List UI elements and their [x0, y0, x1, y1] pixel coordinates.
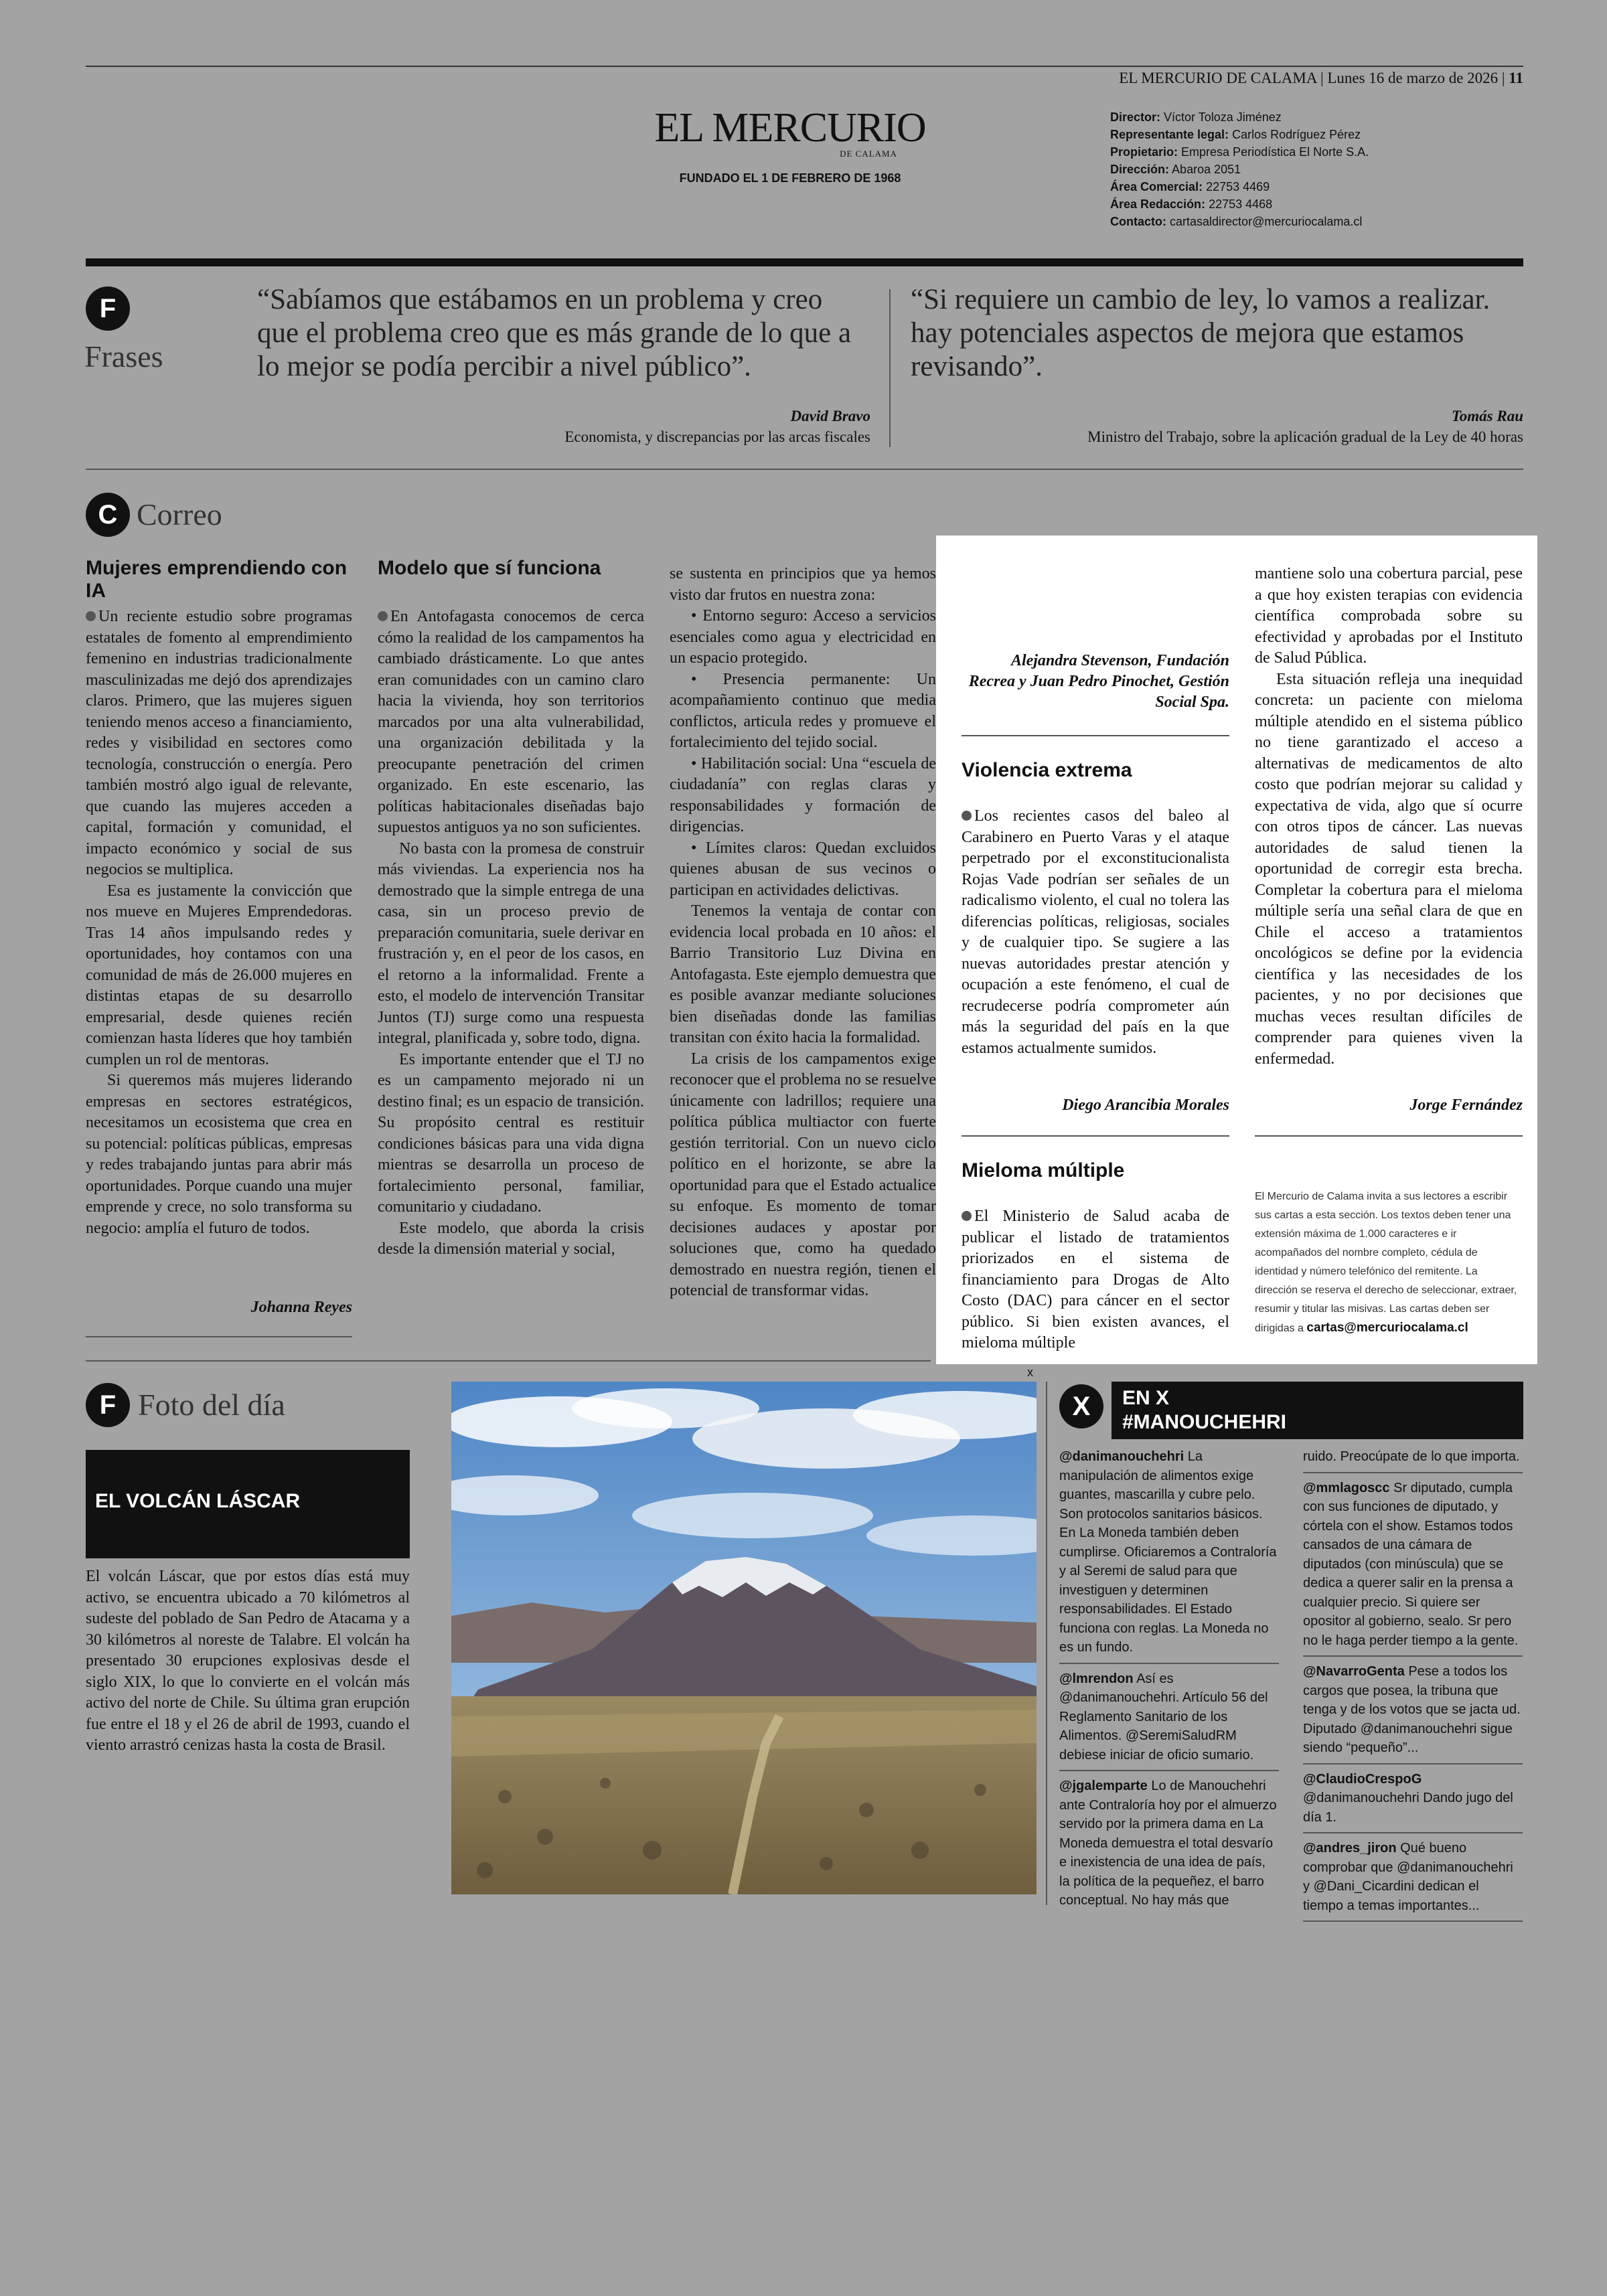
tweet: @jgalemparte Lo de Manouchehri ante Contraloría hoy por el almuerzo servido por la primera dama en La Moneda demuestra el total desvarío e inexistencia de una idea de país, la política de la pequeñez, el barro conceptual. No hay más que — [1059, 1779, 1277, 1908]
volcano-photo — [451, 1382, 1037, 1894]
tweet: @mmlagoscc Sr diputado, cumpla con sus funciones de diputado, y córtela con el show. Estamos todos cansados de una cámara de diputados (con minúscula) que se dedica a querer salir en la prensa a cualquier precio. Si quiere ser opositor al gobierno, sealo. Sr pero no le haga perder tiempo a la gente. — [1303, 1479, 1523, 1657]
bullet-icon — [962, 811, 972, 821]
quote-2-role: Ministro del Trabajo, sobre la aplicación gradual de la Ley de 40 horas — [1087, 428, 1523, 445]
photo-headline-box — [86, 1450, 410, 1558]
frases-title: Frases — [84, 339, 163, 374]
quote-1: “Sabíamos que estábamos en un problema y creo que el problema creo que es más grande de lo que a lo mejor se podía percibir a nivel público”. — [257, 284, 852, 382]
staff-box — [1110, 108, 1525, 230]
photo-caption: El volcán Láscar, que por estos días está muy activo, se encuentra ubicado a 70 kilómetros al sudeste del poblado de San Pedro de Atacama y a 30 kilómetros al noreste de Talabre. El volcán ha presentado 30 erupciones explosivas desde el siglo XIX, lo que lo convierte en el volcán más activo del norte de Chile. Su última gran erupción fue entre el 18 y el 26 de abril de 1993, cuando el viento arrastró cenizas hasta la costa de Brasil. — [86, 1568, 410, 1754]
letter-2-body-a: En Antofagasta conocemos de cerca cómo la realidad de los campamentos ha cambiado drásticamente. Lo que antes eran comunidades con un camino claro hacia la vivienda, hoy son territorios marcados por una alta vulnerabilidad, una organización debilitada y la preocupante penetración del crimen organizado. En este escenario, las políticas habitacionales diseñadas bajo supuestos antiguos ya no son suficientes. No basta con la promesa de construir más viviendas. La experiencia nos ha demostrado que la simple entrega de una casa, sin un proceso previo de preparación comunitaria, suele derivar en frustración y, en el peor de los casos, en el retorno a la informalidad. Frente a esto, el modelo de intervención Transitar Juntos (TJ) surge como una respuesta integral, planificada y, sobre todo, digna. Es importante entender que el TJ no es un campamento mejorado ni un destino final; es un espacio de transición. Su propósito central es restituir condiciones básicas para una vida digna mientras se desarrolla un proceso de fortalecimiento personal, familiar, comunitario y ciudadano. Este modelo, que aborda la crisis desde la dimensión material y social, — [378, 608, 644, 1258]
letter-1-body: Un reciente estudio sobre programas estatales de fomento al emprendimiento femenino en industrias tradicionalmente masculinizadas me dejó dos aprendizajes claros. Primero, que las mujeres siguen teniendo menos acceso a financiamiento, redes y visibilidad en sectores como tecnología, construcción o energía. Pero también mostró algo igual de relevante, que cuando las mujeres acceden a capital, formación y comunidad, el impacto económico y social de sus negocios se multiplica. Esa es justamente la convicción que nos mueve en Mujeres Emprendedoras. Tras 14 años impulsando redes y oportunidades, hoy contamos con una comunidad de más de 26.000 mujeres en distintas etapas de su desarrollo empresarial, desde quienes recién comienzan hasta líderes que hoy también cumplen un rol de mentoras. Si queremos más mujeres liderando empresas en sectores estratégicos, necesitamos un ecosistema que crea en su potencial: políticas públicas, empresas y redes trabajando juntas para abrir más oportunidades. Porque cuando una mujer emprende y crece, no solo transforma su negocio: amplía el futuro de todos. — [86, 608, 352, 1237]
issue-date: Lunes 16 de marzo de 2026 — [1327, 70, 1499, 86]
tweet-user[interactable]: @mmlagoscc — [1303, 1480, 1390, 1495]
tweet-user[interactable]: @ClaudioCrespoG — [1303, 1771, 1422, 1787]
staff-row: Área Redacción: 22753 4468 — [1110, 197, 1273, 211]
foto-badge: F — [86, 1383, 130, 1427]
tweet: @ClaudioCrespoG @danimanouchehri Dando jugo del día 1. — [1303, 1770, 1523, 1834]
tweet-user[interactable]: @andres_jiron — [1303, 1841, 1397, 1856]
bullet-icon — [378, 611, 388, 621]
quote-divider — [889, 289, 891, 447]
correo-badge: C — [86, 493, 130, 537]
frases-bottom-rule — [86, 469, 1523, 470]
staff-row: Dirección: Abaroa 2051 — [1110, 163, 1241, 176]
letter-4-body-b: mantiene solo una cobertura parcial, pese a que hoy existen terapias con evidencia científica comprobada sobre su efectividad y aprobadas por el Instituto de Salud Pública. Esta situación refleja una inequidad concreta: un paciente con mieloma múltiple atendido en el sistema público no tiene garantizado el acceso a alternativas de medicamentos de alto costo que podrían mejorar su calidad y expectativa de vida, algo que sí ocurre con otros tipos de cáncer. Las nuevas autoridades de salud tienen la oportunidad de corregir esta brecha. Completar la cobertura para el mieloma múltiple sería una señal clara de que en Chile el acceso a tratamientos oncológicos se define por la evidencia científica y las necesidades de los pacientes, y no por decisiones que muchas veces resultan difíciles de comprender para quienes viven la enfermedad. — [1255, 565, 1523, 1068]
letters-invitation: El Mercurio de Calama invita a sus lectores a escribir sus cartas a esta sección. Los textos deben tener una extensión máxima de 1.000 caracteres e ir acompañados del nombre completo, cédula de identidad y número telefónico del remitente. La dirección se reserva el derecho de seleccionar, extraer, resumir y titular las misivas. Las cartas deben ser dirigidas a cartas@mercuriocalama.cl — [1255, 1191, 1517, 1335]
photo-headline: EL VOLCÁN LÁSCAR — [95, 1490, 301, 1512]
logo-sub: DE CALAMA — [840, 149, 897, 159]
staff-row: Representante legal: Carlos Rodríguez Pérez — [1110, 128, 1361, 141]
tweet: @andres_jiron Qué bueno comprobar que @danimanouchehri y @Dani_Cicardini dedican el tiempo a temas importantes... — [1303, 1839, 1523, 1922]
x-title-2: #MANOUCHEHRI — [1122, 1411, 1287, 1433]
tweets-column-b — [1303, 1447, 1523, 1927]
tweets-column-a — [1059, 1447, 1279, 1910]
tweet-user[interactable]: @danimanouchehri — [1059, 1449, 1184, 1464]
frases-badge: F — [86, 286, 130, 331]
quote-1-role: Economista, y discrepancias por las arcas fiscales — [564, 428, 870, 445]
masthead-logo — [643, 107, 937, 185]
letter-4-rule — [1255, 1135, 1523, 1137]
letter-4-body-a: El Ministerio de Salud acaba de publicar el listado de tratamientos priorizados en el sistema de financiamiento para Drogas de Alto Costo (DAC) para cáncer en el sector público. Si bien existen avances, el mieloma múltiple — [962, 1208, 1229, 1351]
tweet: @lmrendon Así es @danimanouchehri. Artículo 56 del Reglamento Sanitario de los Alimentos. @SeremiSaludRM debiese iniciar de oficio sumario. — [1059, 1669, 1279, 1772]
volcano-illustration — [451, 1382, 1037, 1894]
letter-2-signature: Alejandra Stevenson, Fundación Recrea y Juan Pedro Pinochet, Gestión Social Spa. — [968, 652, 1229, 711]
letter-1-title: Mujeres emprendiendo con IA — [86, 557, 348, 602]
paper-name: EL MERCURIO DE CALAMA — [1119, 70, 1317, 86]
thick-rule — [86, 258, 1523, 266]
correo-title: Correo — [137, 497, 222, 531]
bullet-icon — [962, 1211, 972, 1221]
tweet-continuation: ruido. Preocúpate de lo que importa. — [1303, 1447, 1523, 1473]
letter-2-title: Modelo que sí funciona — [378, 557, 601, 579]
letter-3-body: Los recientes casos del baleo al Carabinero en Puerto Varas y el ataque perpetrado por el exconstitucionalista Rojas Vade podrían ser señales de un radicalismo violento, el cual no tolera las diferencias políticas, religiosas, sociales y de cualquier tipo. Se sugiere a las nuevas autoridades prestar atención y ocupación a este fenómeno, el cual de recrudecerse podría comprometer aún más la seguridad del país en la que estamos actualmente sumidos. — [962, 807, 1229, 1057]
founded-line: FUNDADO EL 1 DE FEBRERO DE 1968 — [679, 171, 901, 185]
top-rule — [86, 66, 1523, 67]
x-divider — [1046, 1382, 1047, 1905]
staff-row: Contacto: cartasaldirector@mercuriocalama.cl — [1110, 215, 1363, 228]
letter-3-title: Violencia extrema — [962, 759, 1132, 781]
letter-3-rule — [962, 1135, 1229, 1137]
letter-3-signature: Diego Arancibia Morales — [1062, 1096, 1229, 1114]
tweet: @NavarroGenta Pese a todos los cargos que posea, la tribuna que tenga y de los votos que se jacta ud. Diputado @danimanouchehri sigue siendo “pequeño”... — [1303, 1662, 1523, 1765]
letter-1-rule — [86, 1336, 352, 1337]
staff-row: Área Comercial: 22753 4469 — [1110, 180, 1270, 193]
letter-4-signature: Jorge Fernández — [1409, 1096, 1523, 1114]
foto-title: Foto del día — [138, 1388, 285, 1422]
bullet-icon — [86, 611, 96, 621]
tweet-user[interactable]: @lmrendon — [1059, 1671, 1134, 1686]
x-badge: X — [1059, 1384, 1103, 1428]
letter-2-rule — [962, 735, 1229, 736]
close-icon[interactable]: x — [1027, 1366, 1033, 1379]
staff-row: Propietario: Empresa Periodística El Norte S.A. — [1110, 145, 1369, 159]
letters-email: cartas@mercuriocalama.cl — [1306, 1321, 1468, 1335]
tweet-user[interactable]: @NavarroGenta — [1303, 1664, 1405, 1679]
x-header — [1112, 1382, 1523, 1439]
letter-4-title: Mieloma múltiple — [962, 1159, 1125, 1181]
tweet: @danimanouchehri La manipulación de alimentos exige guantes, mascarilla y cubre pelo. Son protocolos sanitarios básicos. En La Moneda también deben cumplirse. Oficiaremos a Contraloría y al Seremi de salud para que investiguen y determinen responsabilidades. El Estado funciona con reglas. La Moneda no es un fundo. — [1059, 1447, 1279, 1664]
quote-1-author: David Bravo — [790, 408, 870, 424]
staff-row: Director: Víctor Toloza Jiménez — [1110, 110, 1282, 124]
letter-1-signature: Johanna Reyes — [250, 1299, 352, 1316]
quote-2-author: Tomás Rau — [1451, 408, 1523, 424]
page-number: 11 — [1509, 70, 1523, 86]
running-head: EL MERCURIO DE CALAMA | Lunes 16 de marzo de 2026 | 11 — [1119, 70, 1523, 86]
logo-name: EL MERCURIO — [654, 105, 926, 151]
x-title-1: EN X — [1122, 1387, 1170, 1409]
quote-2: “Si requiere un cambio de ley, lo vamos a realizar. hay potenciales aspectos de mejora que estamos revisando”. — [911, 284, 1490, 382]
correo-bottom-rule — [86, 1360, 931, 1362]
tweet-user[interactable]: @jgalemparte — [1059, 1779, 1148, 1793]
letter-2-body-b: se sustenta en principios que ya hemos visto dar frutos en nuestra zona: • Entorno seguro: Acceso a servicios esenciales como agua y electricidad en un espacio protegido. • Presencia permanente: Un acompañamiento continuo que media conflictos, articula redes y promueve el fortalecimiento del tejido social. • Habilitación social: Una “escuela de ciudadanía” con reglas claras y responsabilidades y formación de dirigencias. • Límites claros: Quedan excluidos quienes abusan de sus vecinos o participan en actividades delictivas. Tenemos la ventaja de contar con evidencia local probada en 10 años: el Barrio Transitorio Luz Divina en Antofagasta. Este ejemplo demuestra que es posible avanzar mediante soluciones bien diseñadas donde las familias transitan con éxito hacia la formalidad. La crisis de los campamentos exige reconocer que el problema no se resuelve únicamente con ladrillos; requiere una política pública multiactor con fuerte gestión territorial. Con un nuevo ciclo político en el horizonte, se abre la oportunidad para que el Estado actualice su enfoque. Es momento de tomar decisiones audaces y apostar por soluciones que, como ha quedado demostrado en nuestra región, tienen el potencial de transformar vidas. — [670, 565, 936, 1299]
